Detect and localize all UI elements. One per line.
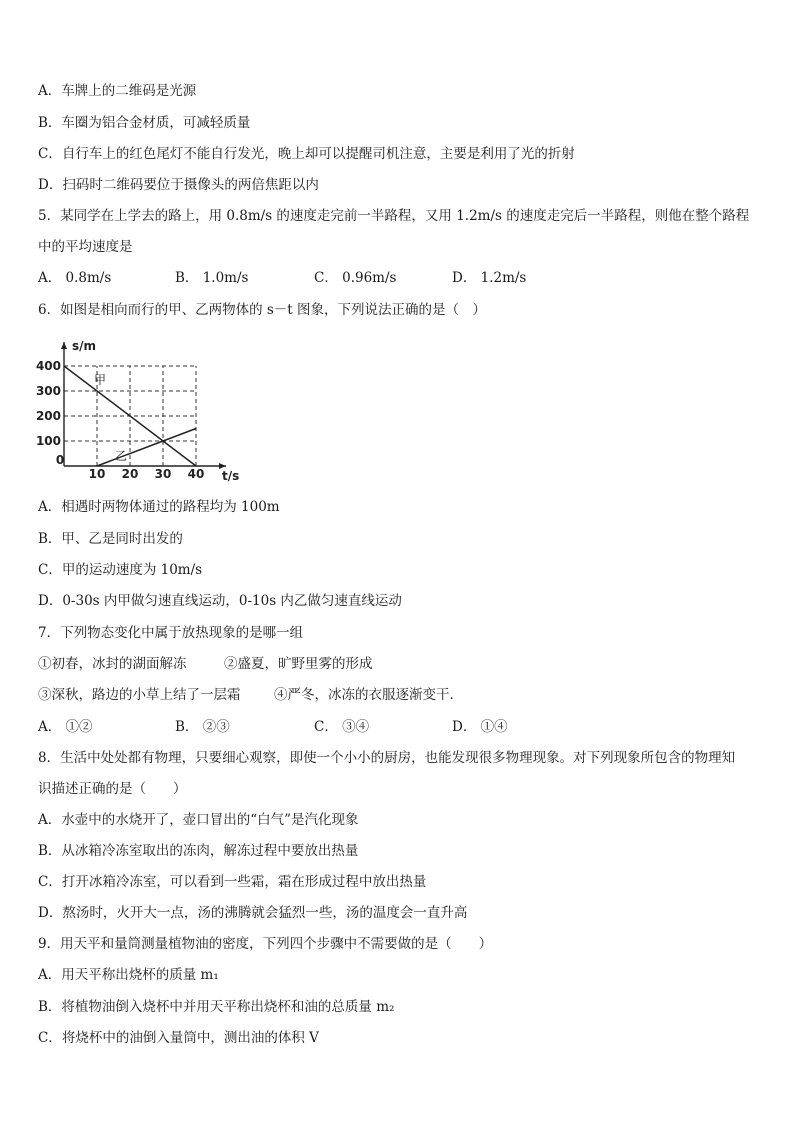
x-tick-label-0: 0 bbox=[55, 453, 65, 467]
y-tick-label-0: 100 bbox=[35, 434, 61, 448]
q8-stem-line2: 识描述正确的是（ ） bbox=[38, 781, 187, 797]
y-axis-label: s/m bbox=[72, 339, 97, 353]
q8-option-a: A．水壶中的水烧开了，壶口冒出的“白气”是汽化现象 bbox=[38, 812, 359, 828]
q8-option-d: D．熬汤时，火开大一点，汤的沸腾就会猛烈一些，汤的温度会一直升高 bbox=[38, 905, 468, 921]
q7-stem: 7．下列物态变化中属于放热现象的是哪一组 bbox=[38, 625, 304, 641]
q6-option-c: C．甲的运动速度为 10m/s bbox=[38, 562, 203, 578]
q9-option-c: C．将烧杯中的油倒入量筒中，测出油的体积 V bbox=[38, 1030, 319, 1046]
series-label-0: 甲 bbox=[94, 373, 107, 387]
q7-items-row2 bbox=[38, 686, 758, 704]
q4-option-d: D．扫码时二维码要位于摄像头的两倍焦距以内 bbox=[38, 177, 319, 193]
q7-item-3: ③深秋，路边的小草上结了一层霜 bbox=[38, 687, 241, 703]
y-tick-label-2: 300 bbox=[35, 384, 61, 398]
q7-item-2: ②盛夏，旷野里雾的形成 bbox=[224, 656, 373, 672]
q7-option-d: D． ①④ bbox=[452, 719, 508, 735]
q6-option-a: A．相遇时两物体通过的路程均为 100m bbox=[38, 499, 280, 515]
y-tick-label-1: 200 bbox=[35, 409, 61, 423]
q7-item-1: ①初春，冰封的湖面解冻 bbox=[38, 656, 187, 672]
st-graph-svg bbox=[35, 336, 240, 484]
q7-options bbox=[38, 718, 758, 736]
y-axis-arrow bbox=[61, 342, 67, 349]
q6-option-b: B．甲、乙是同时出发的 bbox=[38, 531, 183, 547]
series-label-1: 乙 bbox=[115, 449, 128, 463]
y-tick-label-3: 400 bbox=[35, 359, 61, 373]
st-graph bbox=[35, 336, 240, 484]
q7-items-row1 bbox=[38, 655, 758, 673]
q7-item-4: ④严冬，冰冻的衣服逐渐变干． bbox=[274, 687, 463, 703]
q9-option-a: A．用天平称出烧杯的质量 m₁ bbox=[38, 967, 219, 983]
q4-option-b: B．车圈为铝合金材质，可减轻质量 bbox=[38, 115, 251, 131]
q4-option-a: A．车牌上的二维码是光源 bbox=[38, 83, 197, 99]
q9-option-b: B．将植物油倒入烧杯中并用天平称出烧杯和油的总质量 m₂ bbox=[38, 999, 395, 1015]
x-tick-label-1: 10 bbox=[88, 467, 106, 481]
q7-option-b: B． ②③ bbox=[175, 719, 230, 735]
x-tick-label-4: 40 bbox=[187, 467, 205, 481]
q5-option-d: D． 1.2m/s bbox=[452, 270, 527, 286]
q8-option-c: C．打开冰箱冷冻室，可以看到一些霜，霜在形成过程中放出热量 bbox=[38, 874, 427, 890]
x-axis-label: t/s bbox=[222, 469, 240, 483]
q5-stem-line1: 5．某同学在上学去的路上，用 0.8m/s 的速度走完前一半路程，又用 1.2m/s 的速度走完后一半路程，则他在整个路程 bbox=[38, 208, 750, 224]
q5-option-a: A． 0.8m/s bbox=[38, 270, 112, 286]
q5-option-b: B． 1.0m/s bbox=[175, 270, 249, 286]
q5-options bbox=[38, 269, 758, 287]
q5-stem-line2: 中的平均速度是 bbox=[38, 239, 133, 255]
q7-option-c: C． ③④ bbox=[314, 719, 370, 735]
q9-stem: 9．用天平和量筒测量植物油的密度，下列四个步骤中不需要做的是（ ） bbox=[38, 936, 493, 952]
q4-option-c: C．自行车上的红色尾灯不能自行发光，晚上却可以提醒司机注意，主要是利用了光的折射 bbox=[38, 146, 575, 162]
q7-option-a: A． ①② bbox=[38, 719, 93, 735]
q8-option-b: B．从冰箱冷冻室取出的冻肉，解冻过程中要放出热量 bbox=[38, 843, 359, 859]
q6-stem: 6．如图是相向而行的甲、乙两物体的 s－t 图象，下列说法正确的是（ ） bbox=[38, 302, 487, 318]
q6-option-d: D．0-30s 内甲做匀速直线运动，0-10s 内乙做匀速直线运动 bbox=[38, 593, 402, 609]
q8-stem-line1: 8．生活中处处都有物理，只要细心观察，即使一个小小的厨房，也能发现很多物理现象。对下列现象所包含的物理知 bbox=[38, 750, 736, 766]
x-tick-label-2: 20 bbox=[121, 467, 139, 481]
series-line-1 bbox=[97, 429, 196, 467]
q5-option-c: C． 0.96m/s bbox=[314, 270, 397, 286]
x-tick-label-3: 30 bbox=[154, 467, 172, 481]
